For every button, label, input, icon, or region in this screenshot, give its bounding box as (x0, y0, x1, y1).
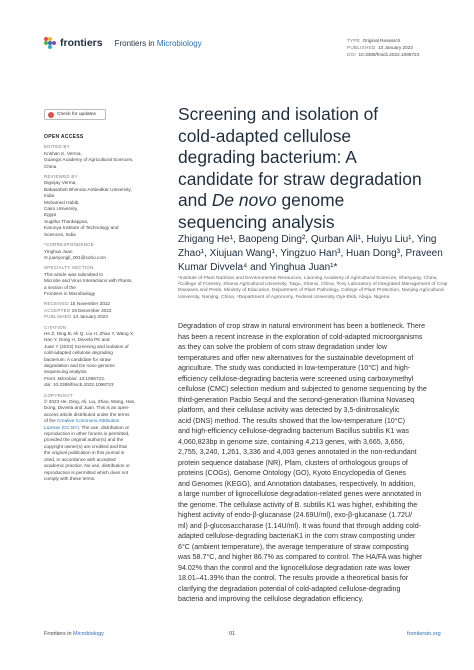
text-line: platform, and their cellulase activity was detected by 3,5-dinitrosalicylic (178, 406, 400, 414)
text-line: candidate for straw degradation (178, 168, 422, 189)
footer-journal: Frontiers in Microbiology (44, 631, 104, 637)
text-line: provided the original author(s) and the (44, 437, 124, 443)
text-line: Babasaheb Bhimrao Ambedkar University, (44, 186, 132, 192)
text-line: reproduction in other forums is permitted, (44, 431, 130, 437)
text-line: a large number of lignocellulose degradation-related genes were annotated in (178, 490, 422, 498)
text-line: acid (DNS) method. The results showed that the low-temperature (10°C) (178, 416, 406, 425)
text-line: clarifying the degradation potential of cold-adapted cellulose-degrading (178, 584, 401, 593)
text-line: cold-adapted cellulose (178, 125, 352, 146)
text-line: academic practice. No use, distribution or (44, 463, 130, 469)
open-access-label: OPEN ACCESS (44, 134, 84, 140)
text-line: adapted cellulose-degrading bacteriaK1 in the corn straw composting under (178, 532, 416, 540)
text-line: proteins (COGs), Genome Ontology (GO), Kyoto Encyclopedia of Genes (178, 469, 406, 477)
text-line: bacteria and improving the cellulose degradation efficiency. (178, 595, 364, 603)
text-line: PUBLISHED 13 January 2023 (44, 314, 108, 320)
text-line: 18.01–41.39% than the control. The results provide a theoretical basis for (178, 574, 409, 582)
cc-license-link-2[interactable]: License (CC BY) (44, 424, 79, 430)
text-line: the original publication in this journal is (44, 450, 125, 456)
text-line: a section of the (44, 284, 76, 290)
text-line: CITATION (44, 324, 67, 330)
text-line: *CORRESPONDENCE (44, 242, 94, 248)
journal-name: Frontiers in Microbiology (114, 38, 202, 48)
text-line: 2,755, 3,240, 1,261, 3,336 and 4,003 genes annotated in the non-redundant (178, 448, 417, 456)
text-line: Front. Microbiol. 13:1098723. (44, 375, 105, 381)
text-line: Mohamed Habib, (44, 199, 80, 205)
text-line: He Z, Ding B, Ali Q, Liu H, Zhao Y, Wang X, (44, 330, 135, 336)
text-line: Digvijay Verma, (44, 180, 77, 186)
text-line: highest activity of endo-β-glucanase (24.69U/ml), exo-β-glucanase (1.72U/ (178, 511, 413, 519)
text-line: sequencing analysis (178, 211, 335, 232)
text-line: REVIEWED BY (44, 174, 78, 180)
affiliations: ¹Institute of Plant Nutrition and Environmental Resources, Liaoning Academy of Agricultural Sciences, Shenyang, China, ²College of Forestry, Shanxi Agricultural University, Taigu, Shanxi, China, ³Key Laboratory of Integrated Management of Crop Diseases and Pests, Ministry of Education, Department of Plant Pathology, College of Plant Protection, Nanjing Agricultural University, Nanjing, China, ⁴Department of Agronomy, Federal University Oye-Ekiti, Abuja, Nigeria (178, 276, 448, 300)
author-list: Zhigang He¹, Baopeng Ding², Qurban Ali¹, Huiyu Liu¹, Ying Zhao¹, Xiujuan Wang¹, Yingzuo Han³, Huan Dong³, Praveen Kumar Divvela⁴ and Yinghua Juan¹* (178, 234, 443, 273)
text-line: This article was submitted to (44, 271, 104, 277)
text-line: sequencing analysis. (44, 369, 88, 375)
text-line: comply with these terms. (44, 475, 96, 481)
text-line: India (44, 193, 55, 199)
frontiers-logo-icon (44, 37, 56, 49)
text-line: has been a recent increase in the exploration of cold-adapted microorganisms (178, 332, 423, 341)
text-line: Dong, Divvela and Juan. This is an open- (44, 405, 130, 411)
text-line: Sciences, India (44, 231, 76, 237)
text-line: Frontiers in Microbiology (44, 290, 96, 296)
text-line: 94.02% than the control and the lignocellulose degradation rate was lower (178, 563, 411, 572)
update-badge-icon (48, 112, 54, 118)
article-title (178, 104, 448, 233)
text-line: COPYRIGHT (44, 392, 73, 398)
text-line: and high-efficiency cellulose-degrading bacterium Bacillus subtilis K1 was (178, 427, 409, 435)
text-line: © 2023 He, Ding, Ali, Liu, Zhao, Wang, Han, (44, 399, 136, 405)
text-line: third-generation Pacbio Sequl and the second-generation Illumina Novaseq (178, 395, 415, 404)
text-line: 6°C (ambient temperature), the average temperature of straw composting (178, 542, 409, 551)
text-line: Yinghua Juan (44, 248, 73, 254)
text-line: agriculture. The study was conducted in low-temperature (10°C) and high- (178, 364, 411, 372)
text-line: doi: 10.3389/fmicb.2022.1098723 (44, 382, 114, 388)
text-line: China (44, 163, 57, 169)
text-line: of the Creative Commons Attribution (44, 418, 120, 424)
journal-header (44, 37, 202, 49)
text-line: Egypt (44, 212, 56, 218)
text-line: Krishan K. Verma, (44, 150, 82, 156)
text-line: Degradation of crop straw in natural environment has been a bottleneck. There (178, 322, 426, 330)
text-line: SPECIALTY SECTION (44, 265, 94, 271)
abstract (178, 321, 450, 605)
text-line: protein sequence database (NR), Pfam, clusters of orthologous groups of (178, 458, 408, 467)
brand-name: frontiers (60, 37, 103, 49)
article-meta: TYPE Original Research PUBLISHED 13 January 2023 DOI 10.3389/fmicb.2022.1098723 (347, 38, 420, 57)
text-line: cold-adapted cellulose degrading (44, 350, 113, 356)
text-line: and De novo genome (178, 190, 345, 210)
text-line: RECEIVED 15 November 2022 (44, 301, 111, 307)
text-line: Sugitha Thankappan, (44, 218, 89, 224)
text-line: the genome. The cellulase activity of B. subtilis K1 was higher, exhibiting the (178, 500, 418, 509)
text-line: temperatures and offer new alternatives for the sustainable development of (178, 353, 414, 362)
text-line: and Genomes (KEGG), and Annotation databases, respectively. In addition, (178, 479, 416, 488)
text-line: Screening and isolation of (178, 104, 379, 124)
text-line: was 58.7°C, and higher 86.7% as compared to control. The HA/FA was higher (178, 553, 423, 561)
text-line: as they can solve the problem of corn straw degradation under low (178, 343, 387, 351)
text-line: EDITED BY (44, 144, 70, 150)
text-line: bacterium: A candidate for straw (44, 356, 111, 362)
cc-license-link[interactable]: Creative Commons Attribution (57, 418, 120, 424)
text-line: copyright owner(s) are credited and that (44, 443, 127, 449)
text-line: Cairo University, (44, 206, 79, 212)
text-line: ACCEPTED 19 December 2022 (44, 307, 112, 313)
text-line: Han Y, Dong H, Divvela PK and (44, 337, 110, 343)
text-line: Karunya Institute of Technology and (44, 225, 119, 231)
text-line: 4,060,823bp in genome size, containing 4,213 genes, with 3,665, 3,656, (178, 437, 405, 446)
text-line: Microbe and Virus Interactions with Plants, (44, 278, 133, 284)
text-line: degrading bacterium: A (178, 147, 357, 167)
text-line: degradation and De novo genome (44, 363, 115, 368)
check-for-updates-button[interactable]: Check for updates (44, 109, 106, 120)
footer-site-link[interactable]: frontiersin.org (407, 631, 441, 637)
sidebar (44, 134, 136, 482)
text-line: cited, in accordance with accepted (44, 456, 116, 462)
text-line: Guangxi Academy of Agricultural Sciences, (44, 157, 134, 163)
text-line: License (CC BY). The use, distribution or (44, 424, 130, 430)
text-line: reproduction is permitted which does not (44, 469, 129, 475)
page-number: 01 (229, 631, 236, 637)
correspondence-email[interactable]: ✉ juanyongli_001@sohu.com (44, 254, 106, 260)
text-line: efficiency cellulose-degrading bacteria were screened using carboxymethyl (178, 374, 414, 383)
text-line: access article distributed under the terms (44, 411, 130, 417)
text-line: cellulose (CMC) selection medium and subjected to genome sequencing by the (178, 385, 427, 393)
text-line: Juan Y (2023) Screening and isolation of (44, 343, 129, 349)
text-line: ml) and β-glucosaccharase (1.14U/ml). It was found that through adding cold- (178, 521, 422, 530)
